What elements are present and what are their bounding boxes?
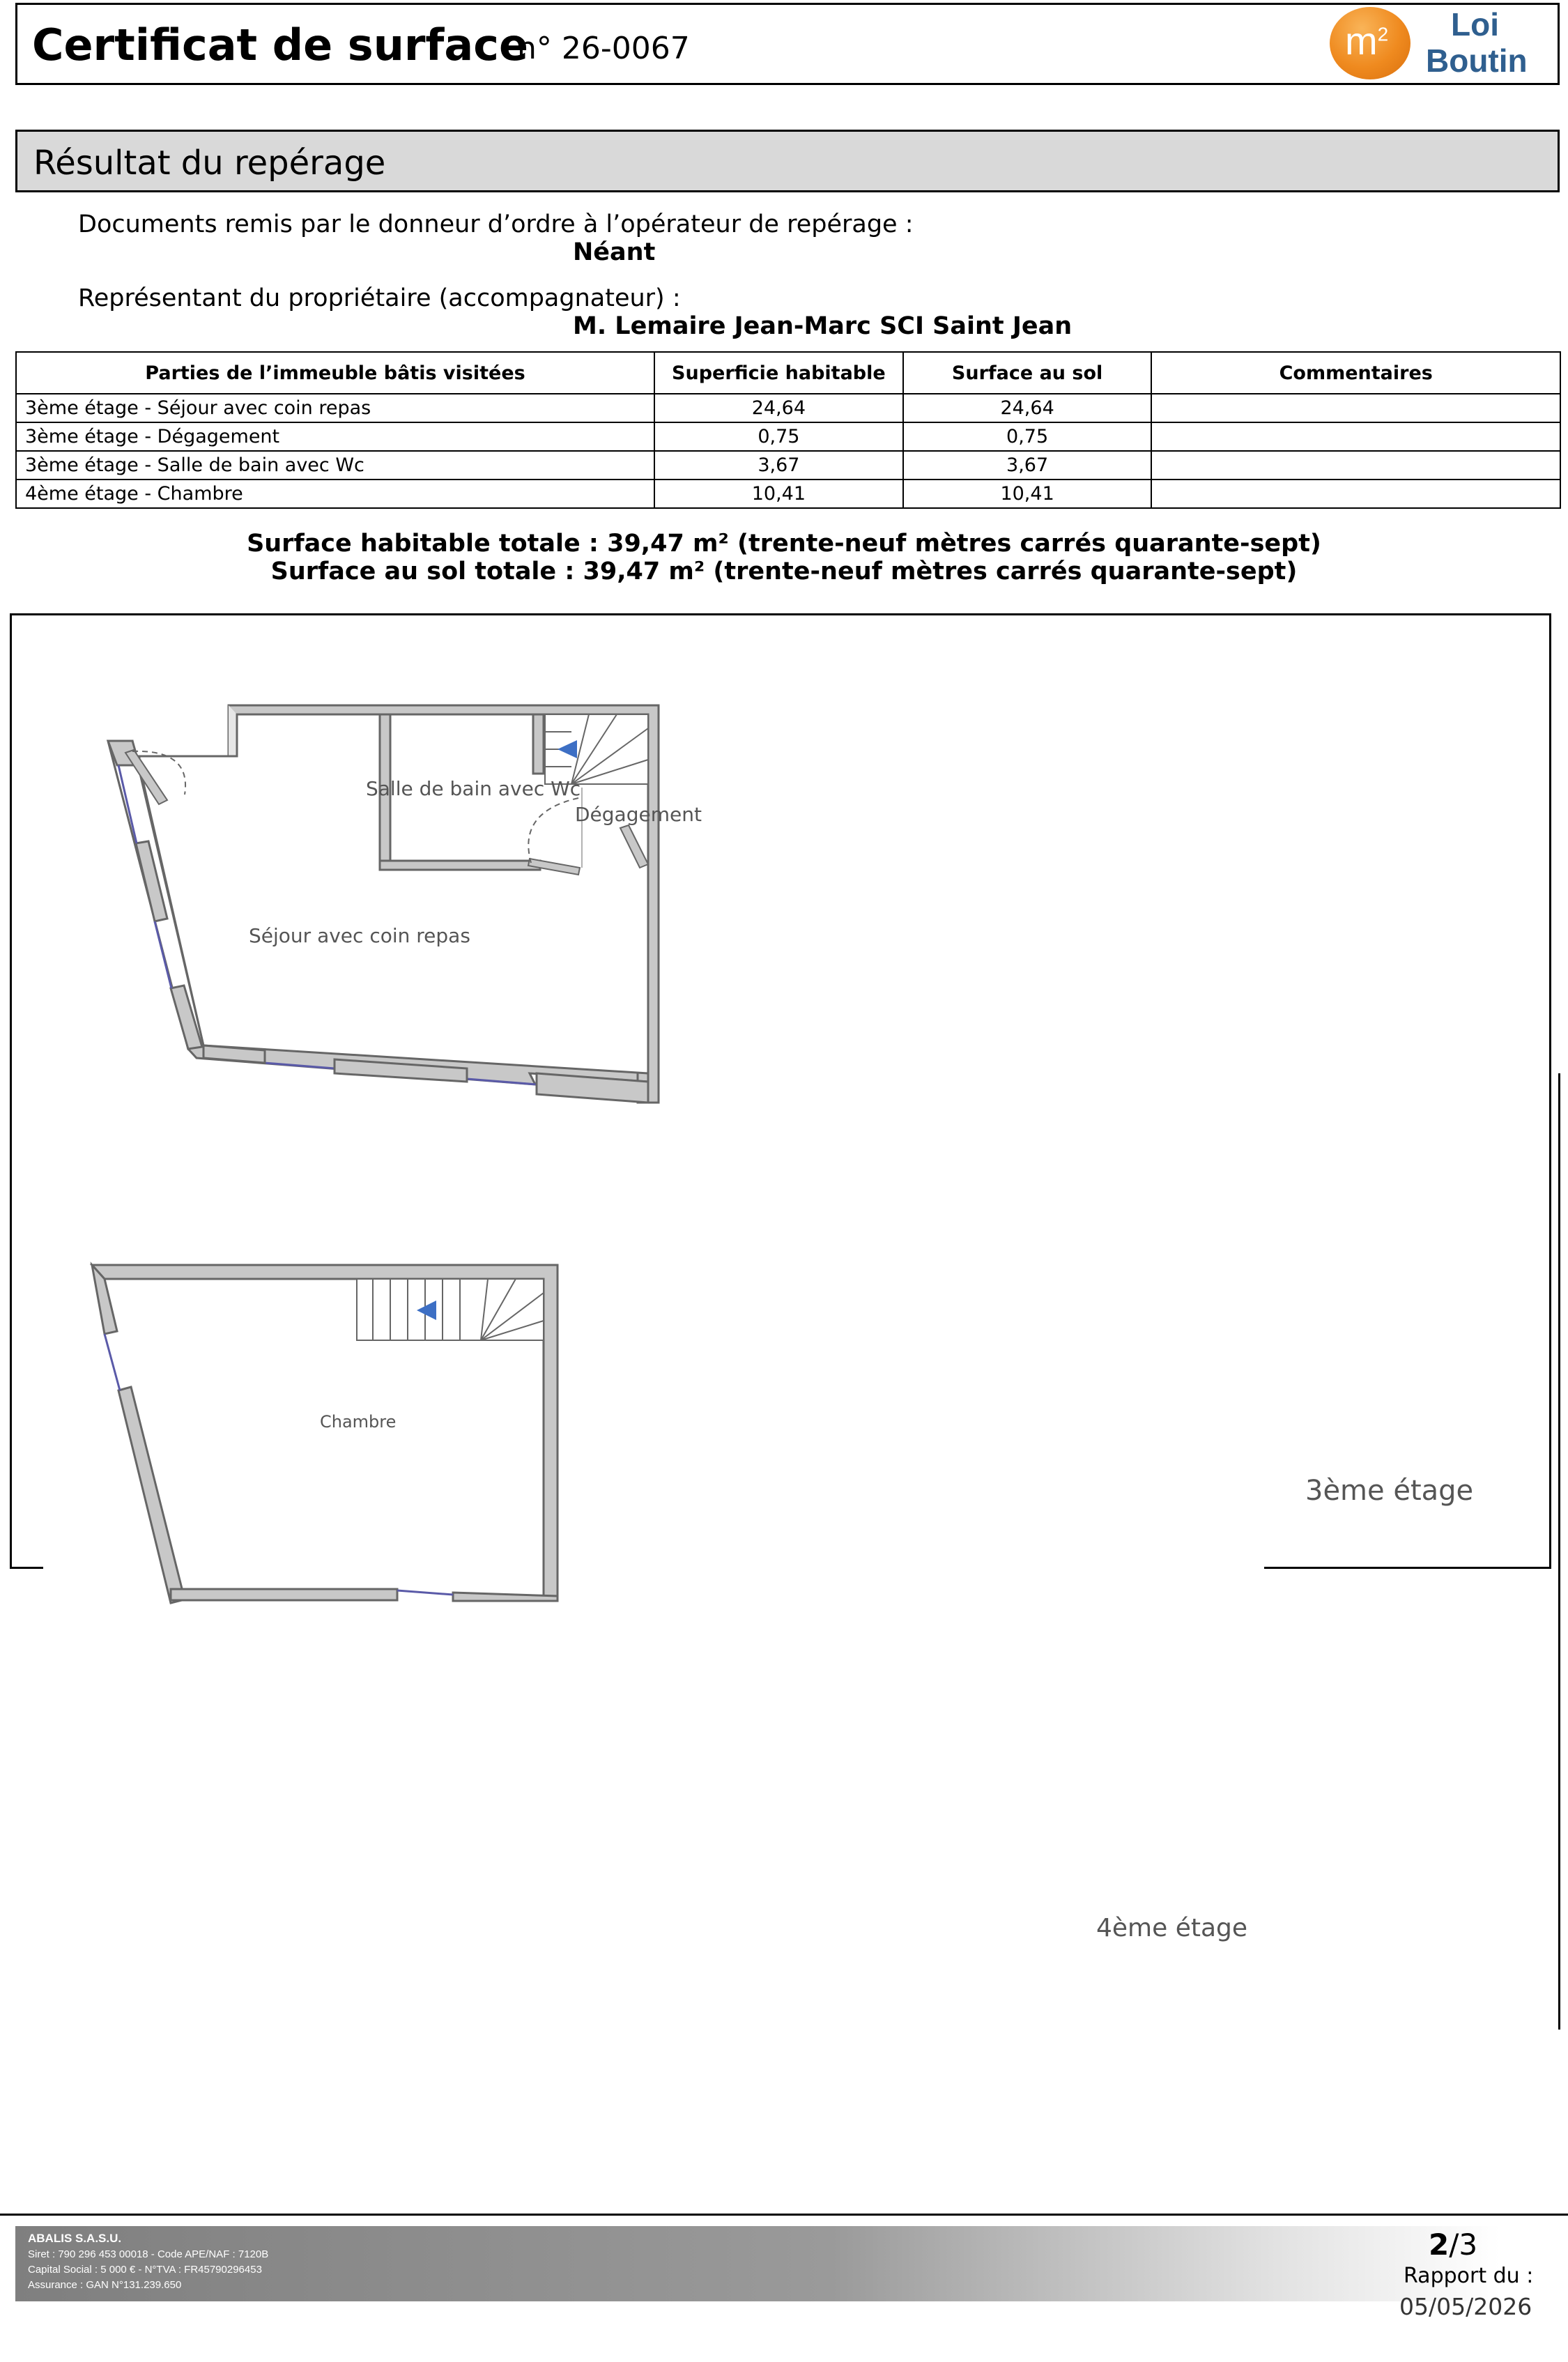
column-header: Commentaires xyxy=(1151,352,1560,394)
cell-comment xyxy=(1151,480,1560,508)
report-date: 05/05/2026 xyxy=(1399,2293,1532,2320)
cell-sol: 10,41 xyxy=(903,480,1152,508)
floor-plan-3 xyxy=(108,705,1473,1507)
table-row xyxy=(16,422,1560,451)
floor-label-4: 4ème étage xyxy=(1096,1914,1248,1942)
cell-habitable: 24,64 xyxy=(654,394,903,422)
table-row xyxy=(16,480,1560,508)
table-row xyxy=(16,451,1560,480)
report-label: Rapport du : xyxy=(1404,2264,1534,2288)
floor-plans xyxy=(0,613,1568,1942)
column-header: Superficie habitable xyxy=(654,352,903,394)
logo-text-loi: Loi xyxy=(1451,6,1499,43)
logo-text-boutin: Boutin xyxy=(1426,43,1528,79)
cell-sol: 0,75 xyxy=(903,422,1152,451)
cell-part: 3ème étage - Salle de bain avec Wc xyxy=(16,451,654,480)
representant-label: Représentant du propriétaire (accompagnateur) : xyxy=(78,284,681,312)
cell-habitable: 10,41 xyxy=(654,480,903,508)
cell-part: 3ème étage - Séjour avec coin repas xyxy=(16,394,654,422)
page-number: 2/3 xyxy=(1429,2227,1478,2262)
cell-habitable: 3,67 xyxy=(654,451,903,480)
cell-habitable: 0,75 xyxy=(654,422,903,451)
footer-capital: Capital Social : 5 000 € - N°TVA : FR45790296453 xyxy=(28,2264,262,2276)
room-label-sdb: Salle de bain avec Wc xyxy=(366,777,581,800)
cell-comment xyxy=(1151,394,1560,422)
documents-value: Néant xyxy=(573,238,656,266)
total-sol: Surface au sol totale : 39,47 m² (trente-neuf mètres carrés quarante-sept) xyxy=(270,558,1298,585)
room-label-degagement: Dégagement xyxy=(575,803,702,826)
footer-siret: Siret : 790 296 453 00018 - Code APE/NAF : 7120B xyxy=(28,2248,269,2260)
column-header: Surface au sol xyxy=(903,352,1152,394)
logo-symbol: $m^2$ xyxy=(1345,19,1389,63)
rooms-table xyxy=(15,351,1561,509)
cell-sol: 24,64 xyxy=(903,394,1152,422)
footer-assurance: Assurance : GAN N°131.239.650 xyxy=(28,2279,182,2291)
column-header: Parties de l’immeuble bâtis visitées xyxy=(16,352,654,394)
room-label-sejour: Séjour avec coin repas xyxy=(249,924,470,947)
cell-sol: 3,67 xyxy=(903,451,1152,480)
cell-comment xyxy=(1151,422,1560,451)
table-header-row xyxy=(16,352,1560,394)
total-habitable: Surface habitable totale : 39,47 m² (trente-neuf mètres carrés quarante-sept) xyxy=(247,530,1321,558)
document-title: Certificat de surface xyxy=(32,20,529,70)
room-label-chambre: Chambre xyxy=(320,1412,397,1432)
documents-label: Documents remis par le donneur d’ordre à l’opérateur de repérage : xyxy=(78,210,914,238)
footer-company: ABALIS S.A.S.U. xyxy=(28,2232,122,2245)
table-row xyxy=(16,394,1560,422)
floor-label-3: 3ème étage xyxy=(1305,1475,1474,1507)
section-title: Résultat du repérage xyxy=(33,144,386,183)
cell-part: 3ème étage - Dégagement xyxy=(16,422,654,451)
document-number: n° 26-0067 xyxy=(517,31,690,66)
footer-divider xyxy=(0,2214,1568,2216)
floor-plan-4 xyxy=(92,1265,1247,1942)
representant-value: M. Lemaire Jean-Marc SCI Saint Jean xyxy=(573,312,1073,340)
cell-part: 4ème étage - Chambre xyxy=(16,480,654,508)
cell-comment xyxy=(1151,451,1560,480)
